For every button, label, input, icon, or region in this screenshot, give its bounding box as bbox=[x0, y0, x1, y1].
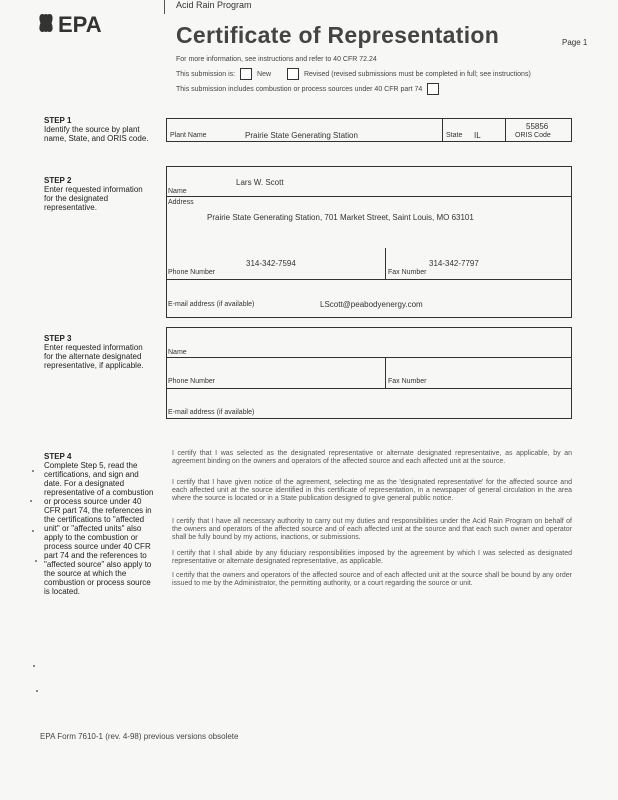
plant-name-label: Plant Name bbox=[170, 132, 207, 139]
rep-address-value[interactable]: Prairie State Generating Station, 701 Market Street, Saint Louis, MO 63101 bbox=[207, 213, 474, 222]
rep-email-value[interactable]: LScott@peabodyenergy.com bbox=[320, 300, 423, 309]
alt-email-label: E-mail address (if available) bbox=[168, 409, 255, 416]
epa-logo bbox=[34, 8, 114, 38]
scan-speck bbox=[30, 500, 32, 502]
rep-phone-value[interactable]: 314-342-7594 bbox=[246, 259, 296, 268]
logo-text: EPA bbox=[58, 12, 102, 37]
plant-name-value[interactable]: Prairie State Generating Station bbox=[245, 131, 358, 140]
rep-address-label: Address bbox=[168, 199, 194, 206]
alt-name-label: Name bbox=[168, 349, 187, 356]
step3-form bbox=[166, 327, 572, 419]
step2-text: Enter requested information for the designated representative. bbox=[44, 185, 143, 212]
info-line: For more information, see instructions and refer to 40 CFR 72.24 bbox=[176, 56, 377, 63]
step1-heading: STEP 1 bbox=[44, 116, 72, 125]
page-title: Certificate of Representation bbox=[176, 22, 500, 48]
step4-heading: STEP 4 bbox=[44, 452, 72, 461]
header-divider bbox=[164, 0, 165, 14]
step2-phone-fax-divider bbox=[385, 248, 386, 279]
new-checkbox[interactable] bbox=[240, 68, 252, 80]
scan-speck bbox=[32, 470, 34, 472]
rep-email-label: E-mail address (if available) bbox=[168, 301, 255, 308]
part74-label: This submission includes combustion or process sources under 40 CFR part 74 bbox=[176, 85, 423, 93]
rep-fax-label: Fax Number bbox=[388, 269, 427, 276]
scan-speck bbox=[36, 690, 38, 692]
certification-2: I certify that I have given notice of the agreement, selecting me as the 'designated representative' for the affected source and each affected unit at the source identified in this certificate of representation, in a newspaper of general circulation in the area where the source is located or in a State publication designed to give general public notice. bbox=[172, 479, 572, 502]
oris-value[interactable]: 55856 bbox=[526, 122, 549, 131]
page-number: Page 1 bbox=[562, 38, 588, 47]
step3-row-line-1 bbox=[166, 357, 572, 358]
step3-text: Enter requested information for the alternate designated representative, if applicable. bbox=[44, 343, 144, 370]
step3-row-line-2 bbox=[166, 388, 572, 389]
step4-text: Complete Step 5, read the certifications, and sign and date. For a designated representative of a combustion or process source under 40 CFR part 74, the references in the certifications to "affected unit" or "affected units" also apply to the combustion or process source under 40 CFR part 74 and the references to "affected source" also apply to the source at which the combustion or process source is located. bbox=[44, 461, 154, 596]
step3-phone-fax-divider bbox=[385, 357, 386, 388]
step4-instructions bbox=[44, 452, 156, 596]
step3-instructions bbox=[44, 334, 149, 370]
step1-form bbox=[166, 118, 572, 142]
state-value[interactable]: IL bbox=[474, 131, 481, 140]
certification-4: I certify that I shall abide by any fiduciary responsibilities imposed by the agreement by which I was selected as designated representative or alternate designated representative, as applicable. bbox=[172, 550, 572, 565]
form-footer: EPA Form 7610-1 (rev. 4-98) previous versions obsolete bbox=[40, 732, 239, 741]
certification-1: I certify that I was selected as the designated representative or alternate designated representative, as applicable, by an agreement binding on the owners and operators of the affected source and each affected unit at the source. bbox=[172, 450, 572, 465]
step2-row-line-2 bbox=[166, 279, 572, 280]
rep-phone-label: Phone Number bbox=[168, 269, 216, 276]
step2-instructions bbox=[44, 176, 149, 212]
part74-row bbox=[176, 83, 442, 95]
step2-heading: STEP 2 bbox=[44, 176, 72, 185]
step2-form bbox=[166, 166, 572, 318]
submission-row bbox=[176, 68, 531, 80]
scan-speck bbox=[35, 560, 37, 562]
certification-3: I certify that I have all necessary authority to carry out my duties and responsibilities under the Acid Rain Program on behalf of the owners and operators of the affected source and of each affected unit at the source and that each such owner and operator shall be fully bound by my actions, inactions, or submissions. bbox=[172, 518, 572, 541]
alt-fax-label: Fax Number bbox=[388, 378, 427, 385]
oris-label: ORIS Code bbox=[515, 132, 551, 139]
step1-instructions bbox=[44, 116, 149, 143]
step1-text: Identify the source by plant name, State, and ORIS code. bbox=[44, 125, 149, 143]
rep-name-label: Name bbox=[168, 188, 187, 195]
submission-label: This submission is: bbox=[176, 70, 236, 78]
alt-phone-label: Phone Number bbox=[168, 378, 216, 385]
new-label: New bbox=[257, 70, 272, 78]
part74-checkbox[interactable] bbox=[427, 83, 439, 95]
state-label: State bbox=[446, 132, 463, 139]
step3-heading: STEP 3 bbox=[44, 334, 72, 343]
step1-divider bbox=[442, 118, 443, 142]
scan-speck bbox=[33, 665, 35, 667]
epa-flower-icon bbox=[34, 8, 114, 38]
rep-name-value[interactable]: Lars W. Scott bbox=[236, 178, 284, 187]
certification-5: I certify that the owners and operators of the affected source and of each affected unit at the source shall be bound by any order issued to me by the Administrator, the permitting authority, or a court regarding the source or unit. bbox=[172, 572, 572, 587]
revised-checkbox[interactable] bbox=[287, 68, 299, 80]
step1-divider-2 bbox=[505, 118, 506, 142]
step2-row-line-1 bbox=[166, 196, 572, 197]
scan-speck bbox=[32, 530, 34, 532]
rep-fax-value[interactable]: 314-342-7797 bbox=[429, 259, 479, 268]
program-name: Acid Rain Program bbox=[176, 0, 252, 10]
revised-label: Revised (revised submissions must be completed in full; see instructions) bbox=[303, 70, 531, 78]
